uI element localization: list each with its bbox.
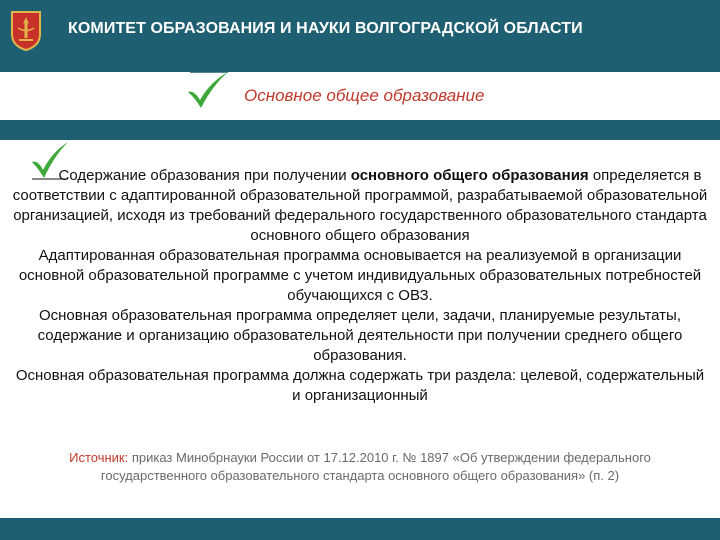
check-mark-icon bbox=[186, 70, 230, 110]
source-citation bbox=[30, 449, 690, 485]
paragraph-program-sections: Основная образовательная программа должна содержать три раздела: целевой, содержательный и организационный bbox=[15, 367, 705, 404]
paragraph-content-definition bbox=[10, 166, 710, 246]
footer-band bbox=[0, 518, 720, 540]
paragraph-text: Содержание образования при получении bbox=[58, 167, 351, 184]
emphasis-text: основного общего образования bbox=[350, 167, 589, 184]
paragraph-text: определяется в соответствии с адаптированной образовательной программой, разрабатываемой образовательной организацией, исходя из требований федерального государственного образовательного стандарта основного общего образования bbox=[12, 167, 708, 244]
main-content bbox=[10, 166, 710, 406]
divider-band bbox=[0, 120, 720, 140]
source-text: приказ Минобрнауки России от 17.12.2010 г. № 1897 «Об утверждении федерального государственного образовательного стандарта основного общего образования» (п. 2) bbox=[100, 450, 651, 483]
coat-of-arms-icon bbox=[9, 8, 43, 52]
paragraph-adapted-program: Адаптированная образовательная программа основывается на реализуемой в организации основной образовательной программе с учетом индивидуальных образовательных потребностей обучающихся с ОВЗ. bbox=[18, 247, 702, 304]
header-title: КОМИТЕТ ОБРАЗОВАНИЯ И НАУКИ ВОЛГОГРАДСКОЙ ОБЛАСТИ bbox=[68, 20, 583, 37]
source-label: Источник: bbox=[69, 450, 129, 465]
section-subtitle: Основное общее образование bbox=[244, 86, 485, 105]
header-band bbox=[0, 0, 720, 72]
paragraph-program-goals: Основная образовательная программа определяет цели, задачи, планируемые результаты, содержание и организацию образовательной деятельности при получении среднего общего образования. bbox=[37, 307, 683, 364]
